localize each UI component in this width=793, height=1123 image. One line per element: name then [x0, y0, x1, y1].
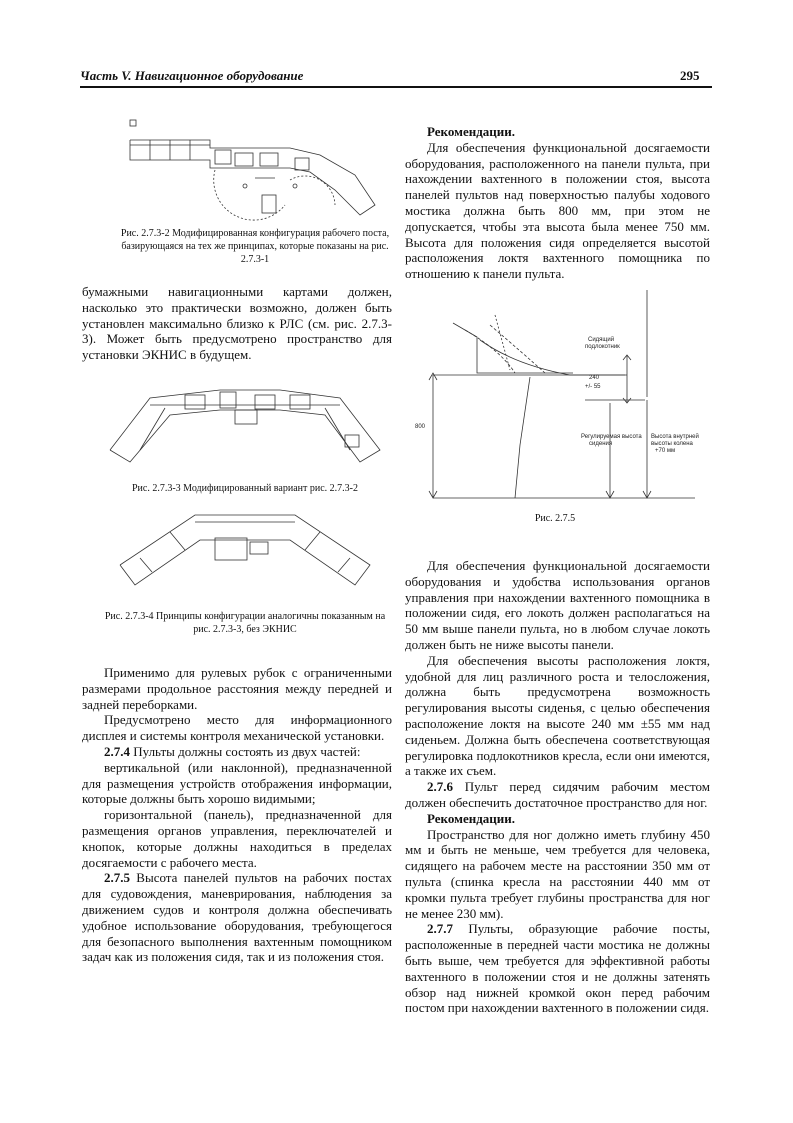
caption-fig-2-7-3-4: Рис. 2.7.3-4 Принципы конфигурации аналогичны показанным на рис. 2.7.3-3, без ЭКНИС — [104, 611, 386, 635]
recommendations-heading: Рекомендации. — [427, 810, 516, 826]
dimension-800-label: 800 — [415, 424, 426, 430]
elbow-label-3: +70 мм — [655, 448, 676, 454]
figure-2-7-3-3 — [100, 380, 390, 470]
seat-label-top: Сидящий — [588, 337, 615, 343]
right-column-top — [405, 124, 710, 282]
running-header-title: Часть V. Навигационное оборудование — [80, 68, 304, 83]
section-number: 2.7.7 — [427, 921, 453, 937]
elbow-label-1: Высота внутрней — [651, 434, 699, 440]
paragraph: Для обеспечения функциональной досягаемости оборудования, расположенного на панели пульта, при нахождении вахтенного в положении стоя, высота панелей пультов над поверхностью палубы ходового мостика должна быть 800 мм, при этом не допускается, чтобы эта высота была менее 750 мм. Высота для положения сидя определяется высотой расположения локтя вахтенного помощника по отношению к панели пульта. — [405, 139, 710, 282]
caption-fig-2-7-5: Рис. 2.7.5 — [534, 513, 576, 524]
paragraph-text: Пульт перед сидячим рабочим местом должен обеспечить достаточное пространство для ног. — [405, 779, 710, 810]
adjust-label-2: сидения — [589, 441, 613, 447]
left-column-top — [82, 284, 392, 363]
section-number: 2.7.5 — [104, 870, 130, 886]
seat-label-bottom: подлокотник — [585, 344, 620, 350]
figure-2-7-5 — [405, 285, 705, 510]
paragraph: Для обеспечения высоты расположения локтя, удобной для лиц различного роста и телосложения, должна быть предусмотрена возможность регулирования высоты сиденья, с целью обеспечения расположение локтя на высоте 240 мм ±55 мм над сиденьем. Должна быть обеспечена соответствующая регулировка подлокотников кресла, если они имеются, а также их съем. — [405, 652, 710, 779]
paragraph: вертикальной (или наклонной), предназначенной для размещения устройств отображения информации, которые должны быть хорошо видимыми; — [82, 759, 392, 807]
dimension-55-label: +/- 55 — [585, 384, 601, 390]
figure-2-7-3-4 — [110, 510, 380, 595]
page-number: 295 — [680, 68, 700, 83]
caption-fig-2-7-3-3: Рис. 2.7.3-3 Модифицированный вариант рис. 2.7.3-2 — [132, 483, 358, 494]
dimension-240-label: 240 — [589, 375, 600, 381]
paragraph-text: Пульты должны состоять из двух частей: — [130, 743, 361, 759]
paragraph-2-7-5 — [82, 870, 392, 965]
paragraph: бумажными навигационными картами должен, насколько это практически возможно, должен быть установлен максимально близко к РЛС (см. рис. 2.7.3-3). Может быть предусмотрено пространство для установки ЭКНИС в будущем. — [82, 284, 392, 363]
section-number: 2.7.4 — [104, 743, 130, 759]
paragraph: Применимо для рулевых рубок с ограниченными размерами продольное расстояния между передней и задней переборками. — [82, 665, 392, 712]
figure-2-7-3-2 — [120, 120, 390, 225]
paragraph-2-7-4 — [82, 744, 392, 760]
right-column-bottom — [405, 558, 710, 1016]
header-rule — [80, 86, 712, 88]
paragraph: Предусмотрено место для информационного дисплея и системы контроля механической установки. — [82, 712, 392, 744]
paragraph: горизонтальной (панель), предназначенной для размещения органов управления, переключателей и кнопок, которые должны находиться в пределах досягаемости с рабочего места. — [82, 807, 392, 870]
caption-fig-2-7-3-2: Рис. 2.7.3-2 Модифицированная конфигурация рабочего поста, базирующаяся на тех же принципах, которые показаны на рис. 2.7.3-1 — [120, 228, 390, 265]
section-number: 2.7.6 — [427, 779, 453, 795]
paragraph-text: Пульты, образующие рабочие посты, расположенные в передней части мостика не должны быть выше, чем требуется для эффективной работы вахтенного в положении стоя и не должны затенять обзор над нижней кромкой окон перед рабочим постом при нахождении вахтенного в положении сидя. — [405, 921, 710, 1016]
paragraph: Пространство для ног должно иметь глубину 450 мм и быть не меньше, чем требуется для человека, сидящего на рабочем месте на расстоянии 350 мм от пульта (спинка кресла на расстоянии 440 мм от кромки пульта требует глубины пространства для ног не менее 230 мм). — [405, 826, 710, 921]
paragraph: Для обеспечения функциональной досягаемости оборудования и удобства использования органов управления при нахождении вахтенного помощника в положении сидя, его локоть должен располагаться на 50 мм выше панели пульта, но в любом случае локоть должен быть не ниже высоты панели. — [405, 558, 710, 652]
paragraph-2-7-7 — [405, 921, 710, 1016]
adjust-label-1: Регулируемая высота — [581, 434, 642, 440]
paragraph-2-7-6 — [405, 779, 710, 811]
recommendations-heading: Рекомендации. — [427, 124, 516, 139]
left-column-bottom — [82, 665, 392, 965]
paragraph-text: Высота панелей пультов на рабочих постах для судовождения, маневрирования, наблюдения за движением судов и контроля должна обеспечивать удобное использование оборудования, требующегося для безопасного выполнения вахтенным помощником задач как из положения сидя, так и из положения стоя. — [82, 870, 392, 965]
elbow-label-2: высоты колена — [651, 441, 693, 447]
